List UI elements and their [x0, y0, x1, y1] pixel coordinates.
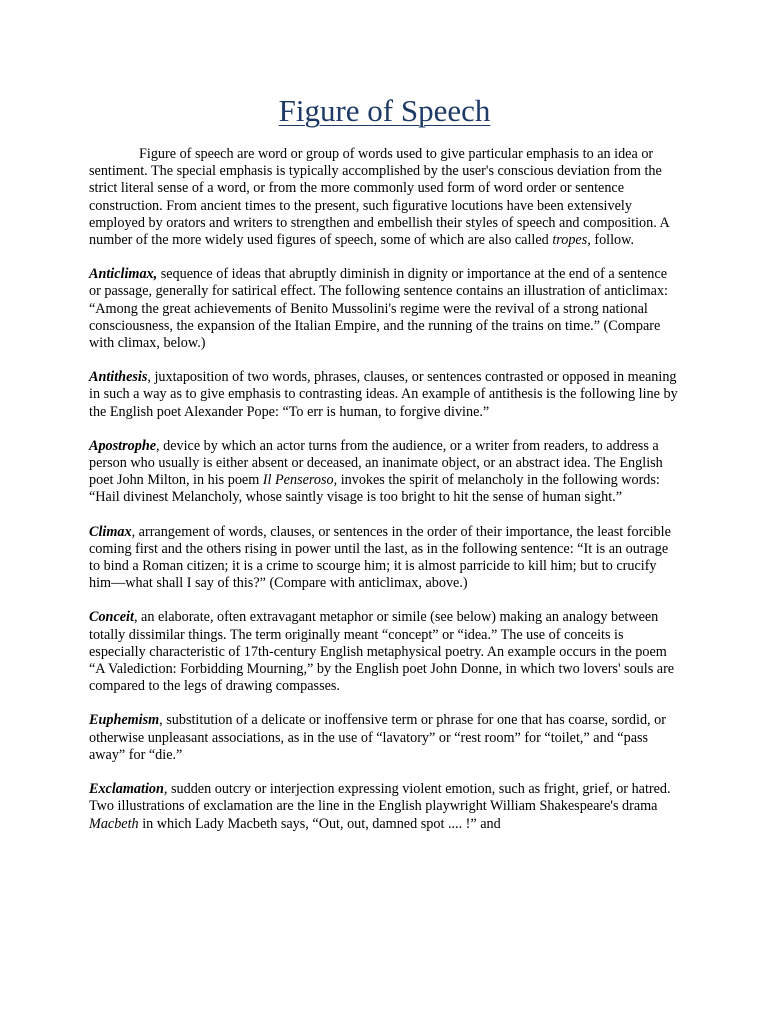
entry-definition: , device by which an actor turns from the audience, or a writer from readers, to address a person who usually is either absent or deceased, an inanimate object, or an abstract idea. The English poet John Milton, in his poem: [89, 437, 663, 489]
entry-climax: [89, 524, 680, 593]
entry-term: Exclamation: [89, 781, 164, 798]
entry-definition: , sudden outcry or interjection expressing violent emotion, such as fright, grief, or hatred. Two illustrations of exclamation are the line in the English playwright William Shakespeare's drama: [89, 781, 671, 815]
entry-term: Conceit: [89, 609, 134, 626]
entry-definition-tail: invokes the spirit of melancholy in the following words: “Hail divinest Melancholy, whose saintly visage is too bright to hit the sense of human sight.”: [89, 472, 660, 506]
entry-exclamation: [89, 781, 680, 833]
entry-apostrophe: [89, 438, 680, 507]
entry-definition: , an elaborate, often extravagant metaphor or simile (see below) making an analogy between totally dissimilar things. The term originally meant “concept” or “idea.” The use of conceits is especially characteristic of 17th-century English metaphysical poetry. An example occurs in the poem “A Valediction: Forbidding Mourning,” by the English poet John Donne, in which two lovers' souls are compared to the legs of drawing compasses.: [89, 609, 675, 695]
entry-term: Antithesis: [89, 369, 148, 386]
entry-definition: , arrangement of words, clauses, or sentences in the order of their importance, the least forcible coming first and the others rising in power until the last, as in the following sentence: “It is an outrage to bind a Roman citizen; it is a crime to scourge him; it is almost parricide to kill him; but to crucify him—what shall I say of this?” (Compare with anticlimax, above.): [89, 523, 671, 592]
entry-definition-tail: in which Lady Macbeth says, “Out, out, damned spot .... !” and: [138, 815, 501, 832]
entry-term: Climax: [89, 523, 132, 540]
entry-italic: Il Penseroso,: [262, 472, 338, 489]
intro-italic: tropes,: [552, 232, 591, 249]
intro-tail: follow.: [590, 232, 635, 249]
entry-definition: , juxtaposition of two words, phrases, clauses, or sentences contrasted or opposed in meaning in such a way as to give emphasis to contrasting ideas. An example of antithesis is the following line by the English poet Alexander Pope: “To err is human, to forgive divine.”: [89, 369, 678, 420]
entry-antithesis: [89, 369, 680, 421]
entry-term: Euphemism: [89, 712, 160, 729]
entry-term: Anticlimax,: [89, 266, 158, 283]
entry-definition: , substitution of a delicate or inoffensive term or phrase for one that has coarse, sordid, or otherwise unpleasant associations, as in the use of “lavatory” or “rest room” for “toilet,” and “pass away” for “die.”: [89, 712, 666, 763]
intro-paragraph: [89, 146, 680, 249]
entry-conceit: [89, 609, 680, 695]
entry-euphemism: [89, 712, 680, 764]
page-title: Figure of Speech: [278, 93, 491, 128]
entry-definition: sequence of ideas that abruptly diminish in dignity or importance at the end of a sentence or passage, generally for satirical effect. The following sentence contains an illustration of anticlimax: “Among the great achievements of Benito Mussolini's regime were the revival of a strong national consciousness, the expansion of the Italian Empire, and the running of the trains on time.” (Compare with climax, below.): [89, 266, 668, 352]
intro-text: Figure of speech are word or group of words used to give particular emphasis to an idea or sentiment. The special emphasis is typically accomplished by the user's conscious deviation from the strict literal sense of a word, or from the more commonly used form of word order or sentence construction. From ancient times to the present, such figurative locutions have been extensively employed by orators and writers to strengthen and embellish their styles of speech and composition. A number of the more widely used figures of speech, some of which are also called: [89, 146, 669, 249]
entry-term: Apostrophe: [89, 437, 157, 454]
entry-anticlimax: [89, 266, 680, 352]
entry-italic: Macbeth: [89, 815, 139, 832]
